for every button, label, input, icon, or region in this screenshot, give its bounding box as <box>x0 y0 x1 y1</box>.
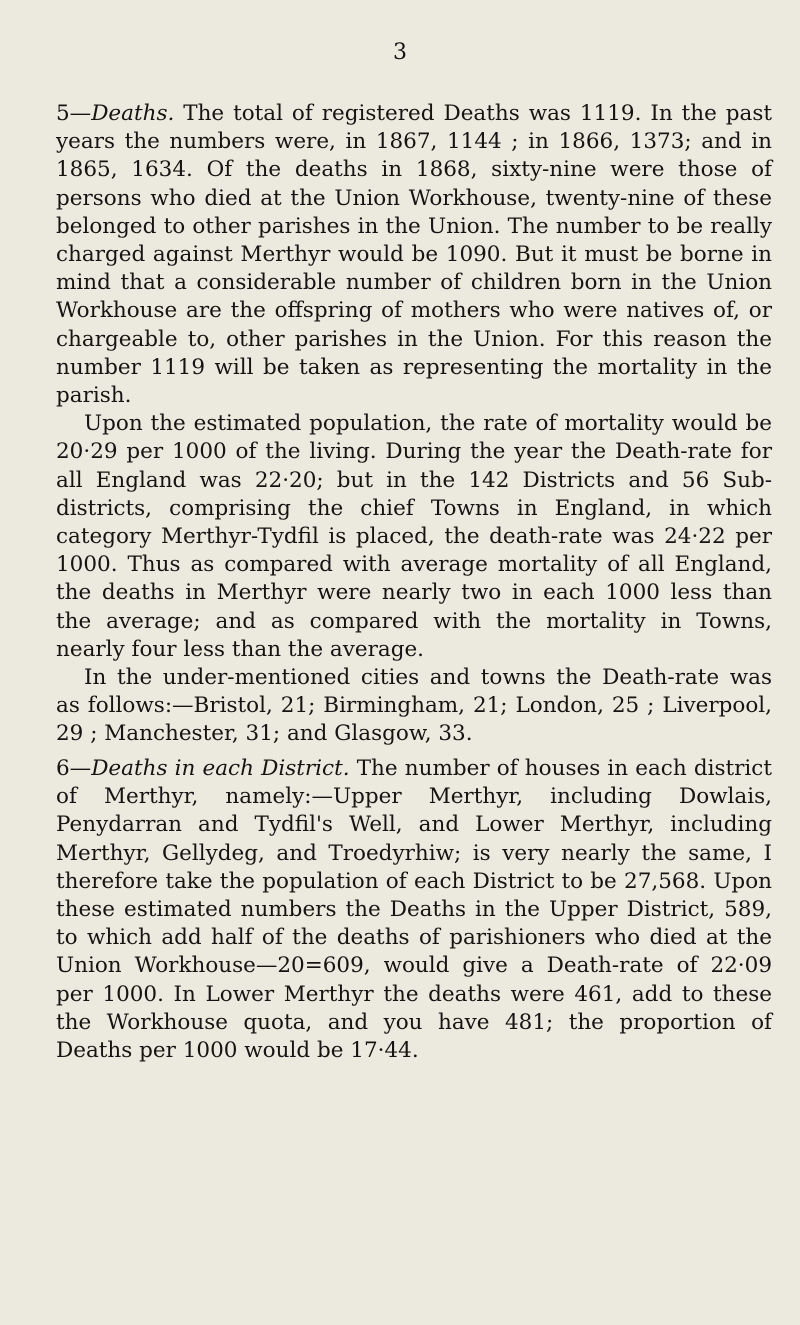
section-district-paragraph-1 <box>56 755 772 1065</box>
section-number: 6— <box>56 756 92 781</box>
section-heading: Deaths in each District. <box>91 756 350 781</box>
section-deaths-each-district <box>56 755 772 1065</box>
section-deaths-paragraph-3: In the under-mentioned cities and towns the Death-rate was as follows:—Bristol, 21; Birmingham, 21; London, 25 ; Liverpool, 29 ; Manchester, 31; and Glasgow, 33. <box>56 665 772 747</box>
page-number: 3 <box>393 40 407 65</box>
paragraph-text: The total of registered Deaths was 1119. In the past years the numbers were, in 1867, 1144 ; in 1866, 1373; and in 1865, 1634. Of the deaths in 1868, sixty-nine were those of persons who died at the Union Workhouse, twenty-nine of these belonged to other parishes in the Union. The number to be really charged against Merthyr would be 1090. But it must be borne in mind that a considerable number of children born in the Union Workhouse are the offspring of mothers who were natives of, or chargeable to, other parishes in the Union. For this reason the number 1119 will be taken as representing the mortality in the parish. <box>56 101 772 409</box>
section-deaths-paragraph-1 <box>56 100 772 410</box>
section-deaths <box>56 100 772 749</box>
paragraph-text: The number of houses in each district of Merthyr, namely:—Upper Merthyr, including Dowlais, Penydarran and Tydfil's Well, and Lower Merthyr, including Merthyr, Gellydeg, and Troedyrhiw; is very nearly the same, I therefore take the population of each District to be 27,568. Upon these estimated numbers the Deaths in the Upper District, 589, to which add half of the deaths of parishioners who died at the Union Workhouse—20=609, would give a Death-rate of 22·09 per 1000. In Lower Merthyr the deaths were 461, add to these the Workhouse quota, and you have 481; the proportion of Deaths per 1000 would be 17·44. <box>56 756 772 1064</box>
section-heading: Deaths. <box>91 101 175 126</box>
section-number: 5— <box>56 101 92 126</box>
section-deaths-paragraph-2: Upon the estimated population, the rate of mortality would be 20·29 per 1000 of the living. During the year the Death-rate for all England was 22·20; but in the 142 Districts and 56 Sub-districts, comprising the chief Towns in England, in which category Merthyr-Tydfil is placed, the death-rate was 24·22 per 1000. Thus as compared with average mortality of all England, the deaths in Merthyr were nearly two in each 1000 less than the average; and as compared with the mortality in Towns, nearly four less than the average. <box>56 411 772 662</box>
